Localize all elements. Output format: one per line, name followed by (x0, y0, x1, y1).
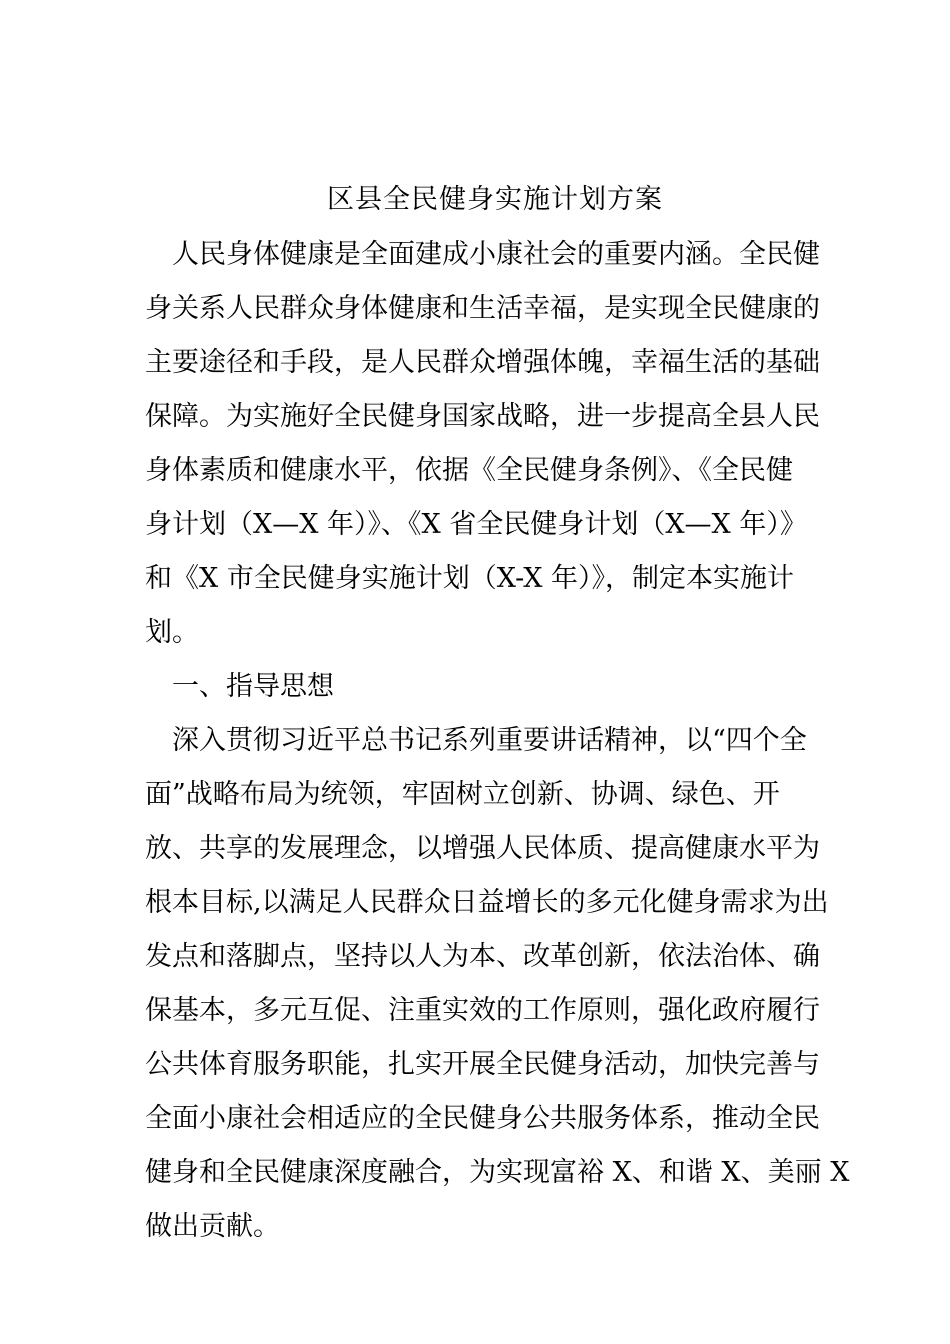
intro-line: 身计划（X—X 年）》、《X 省全民健身计划（X—X 年）》 (145, 509, 807, 540)
section-body-line: 深入贯彻习近平总书记系列重要讲话精神，以“四个全 (145, 725, 807, 756)
section-body-line: 根本目标,以满足人民群众日益增长的多元化健身需求为出 (145, 887, 829, 918)
intro-line: 身体素质和健康水平，依据《全民健身条例》、《全民健 (145, 455, 793, 486)
section-body-line: 健身和全民健康深度融合，为实现富裕 X、和谐 X、美丽 X (145, 1157, 850, 1188)
section-body-line: 公共体育服务职能，扎实开展全民健身活动，加快完善与 (145, 1049, 820, 1080)
intro-line: 保障。为实施好全民健身国家战略，进一步提高全县人民 (145, 401, 820, 432)
intro-line: 身关系人民群众身体健康和生活幸福，是实现全民健康的 (145, 293, 820, 324)
section-body-line: 发点和落脚点，坚持以人为本、改革创新，依法治体、确 (145, 941, 820, 972)
section-body-line: 全面小康社会相适应的全民健身公共服务体系，推动全民 (145, 1103, 820, 1134)
section-body-line: 做出贡献。 (145, 1211, 280, 1242)
section-body-line: 放、共享的发展理念，以增强人民体质、提高健康水平为 (145, 833, 820, 864)
section-heading: 一、指导思想 (145, 671, 334, 702)
section-body-line: 面”战略布局为统领，牢固树立创新、协调、绿色、开 (145, 779, 780, 810)
document-title: 区县全民健身实施计划方案 (327, 184, 663, 215)
section-body-line: 保基本，多元互促、注重实效的工作原则，强化政府履行 (145, 995, 820, 1026)
intro-line: 主要途径和手段，是人民群众增强体魄，幸福生活的基础 (145, 347, 820, 378)
intro-line: 划。 (145, 617, 199, 648)
intro-line: 人民身体健康是全面建成小康社会的重要内涵。全民健 (145, 239, 820, 270)
intro-line: 和《X 市全民健身实施计划（X-X 年）》，制定本实施计 (145, 563, 795, 594)
